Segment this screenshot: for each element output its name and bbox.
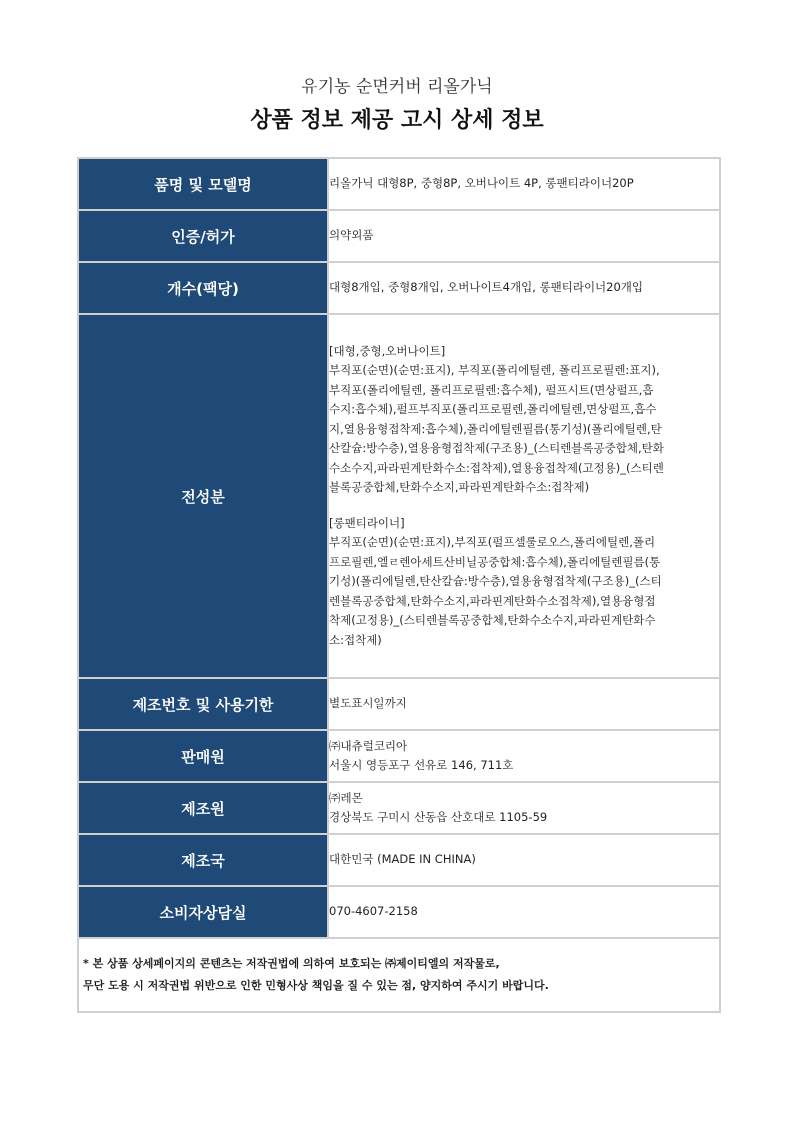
row-country [79,834,719,886]
product-subtitle: 유기농 순면커버 리올가닉 [301,77,493,97]
label-seller: 판매원 [79,730,328,782]
ingredients-heading-liner: [롱팬티라이너] [329,515,405,530]
value-lot-expiry: 별도표시일까지 [328,678,719,730]
label-count-per-pack: 개수(팩당) [79,262,328,314]
ingredients-line: 수소수지,파라핀계탄화수소:접착제),열용융접착제(고정용)_(스티렌 [329,460,664,475]
label-ingredients: 전성분 [79,314,328,678]
ingredients-line: 렌블록공중합체,탄화수소지,파라핀계탄화수소접착제),열용융형접 [329,593,656,608]
value-count-per-pack: 대형8개입, 중형8개입, 오버나이트4개입, 롱팬티라이너20개입 [328,262,719,314]
copyright-notice-line: 무단 도용 시 저작권법 위반으로 인한 민형사상 책임을 질 수 있는 점, 양지하여 주시기 바랍니다. [83,979,549,992]
ingredients-heading-pads: [대형,중형,오버나이트] [329,343,446,358]
ingredients-section-pads [329,342,719,498]
product-info-sheet [77,157,721,1013]
manufacturer-name: ㈜레몬 [329,790,363,805]
row-lot-expiry [79,678,719,730]
value-manufacturer [328,782,719,834]
label-product-name: 품명 및 모델명 [79,159,328,210]
label-lot-expiry: 제조번호 및 사용기한 [79,678,328,730]
row-certification [79,210,719,262]
value-country: 대한민국 (MADE IN CHINA) [328,834,719,886]
ingredients-line: 기성)(폴리에틸렌,탄산칼슘:방수층),열용융형접착제(구조용)_(스티 [329,574,662,589]
product-info-table [79,159,719,939]
ingredients-line: 지,열용융형접착제:흡수체),폴리에틸렌필름(통기성)(폴리에틸렌,탄 [329,421,662,436]
label-customer-service: 소비자상담실 [79,886,328,938]
ingredients-line: 수지:흡수체),펄프부직포(폴리프로필렌,폴리에틸렌,면상펄프,흡수 [329,402,657,417]
page-title: 상품 정보 제공 고시 상세 정보 [250,108,544,133]
ingredients-line: 프로필렌,엘ㄹ렌아세트산비닐공중합체:흡수체),폴리에틸렌필름(통 [329,554,661,569]
copyright-notice [79,939,719,1011]
ingredients-line: 부직포(순면)(순면:표지), 부직포(폴리에틸렌, 폴리프로필렌:표지), [329,363,660,378]
manufacturer-address: 경상북도 구미시 산동읍 산호대로 1105-59 [329,810,548,824]
row-manufacturer [79,782,719,834]
ingredients-line: 착제(고정용)_(스티렌블록공중합체,탄화수소수지,파라핀계탄화수 [329,613,656,628]
page-header [0,72,794,138]
row-ingredients [79,314,719,678]
section-spacer [329,498,719,514]
ingredients-line: 산칼슘:방수층),열용융형접착제(구조용)_(스티렌블록공중합체,탄화 [329,441,664,456]
label-certification: 인증/허가 [79,210,328,262]
row-product-name [79,159,719,210]
label-manufacturer: 제조원 [79,782,328,834]
value-ingredients [328,314,719,678]
ingredients-line: 부직포(폴리에틸렌, 폴리프로필렌:흡수체), 펄프시트(면상펄프,흡 [329,382,654,397]
ingredients-line: 블록공중합체,탄화수소지,파라핀계탄화수소:접착제) [329,480,590,495]
value-customer-service: 070-4607-2158 [328,886,719,938]
copyright-notice-line: * 본 상품 상세페이지의 콘텐츠는 저작권법에 의하여 보호되는 ㈜제이티엘의 저작물로, [83,957,500,970]
row-seller [79,730,719,782]
value-seller [328,730,719,782]
ingredients-section-liner [329,514,719,651]
value-product-name: 리올가닉 대형8P, 중형8P, 오버나이트 4P, 롱팬티라이너20P [328,159,719,210]
ingredients-line: 부직포(순면)(순면:표지),부직포(펄프셀룰로오스,폴리에틸렌,폴리 [329,535,656,550]
label-country: 제조국 [79,834,328,886]
ingredients-line: 소:접착제) [329,632,382,647]
row-count-per-pack [79,262,719,314]
row-customer-service [79,886,719,938]
seller-name: ㈜내츄럴코리아 [329,738,408,753]
seller-address: 서울시 영등포구 선유로 146, 711호 [329,758,514,772]
value-certification: 의약외품 [328,210,719,262]
